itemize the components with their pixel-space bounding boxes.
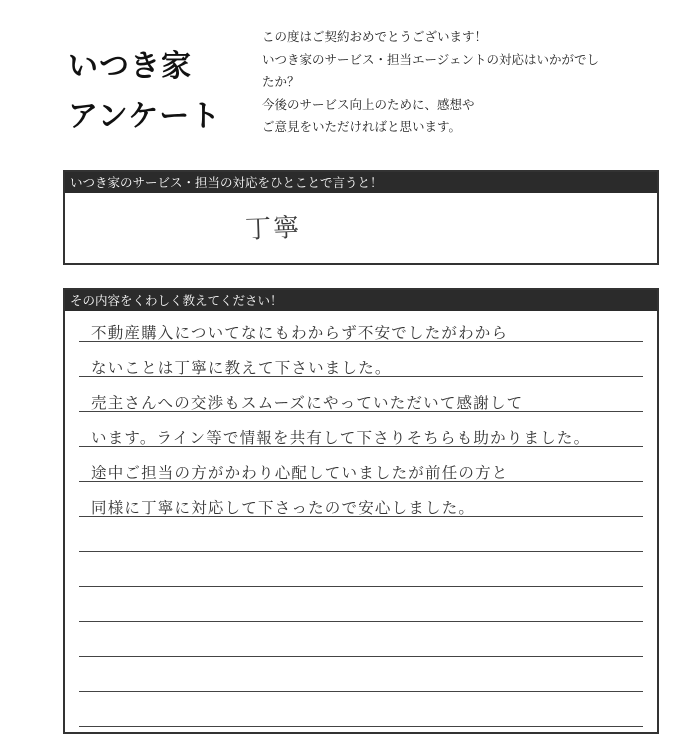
survey-title <box>68 42 221 142</box>
answer-line: います。ライン等で情報を共有して下さりそちらも助かりました。 <box>91 429 591 447</box>
ruled-line <box>79 586 643 587</box>
title-line-2: アンケート <box>68 99 222 134</box>
detail-question: その内容をくわしく教えてください！ <box>65 290 657 311</box>
ruled-line <box>79 656 643 657</box>
intro-line: いつき家のサービス・担当エージェントの対応はいかがでし <box>262 51 600 67</box>
ruled-line <box>79 726 643 727</box>
answer-area <box>79 311 643 732</box>
ruled-line <box>79 621 643 622</box>
answer-line: ないことは丁寧に教えて下さいました。 <box>91 359 392 377</box>
answer-line: 不動産購入についてなにもわからず不安でしたがわから <box>91 324 509 342</box>
intro-line: この度はご契約おめでとうございます！ <box>262 29 488 44</box>
intro-text <box>262 26 662 139</box>
summary-box <box>63 170 659 265</box>
summary-question: いつき家のサービス・担当の対応をひとことで言うと！ <box>65 172 657 193</box>
detail-box <box>63 288 659 734</box>
intro-line: 今後のサービス向上のために、感想や <box>262 96 475 112</box>
intro-line: ご意見をいただければと思います。 <box>262 119 462 134</box>
ruled-line <box>79 691 643 692</box>
answer-line: 途中ご担当の方がかわり心配していましたが前任の方と <box>91 464 509 482</box>
answer-line: 同様に丁寧に対応して下さったので安心しました。 <box>91 499 476 517</box>
answer-line: 売主さんへの交渉もスムーズにやっていただいて感謝して <box>91 394 524 412</box>
title-line-1: いつき家 <box>68 49 192 84</box>
summary-answer: 丁寧 <box>244 213 302 245</box>
ruled-line <box>79 551 643 552</box>
intro-line: たか？ <box>262 74 300 89</box>
